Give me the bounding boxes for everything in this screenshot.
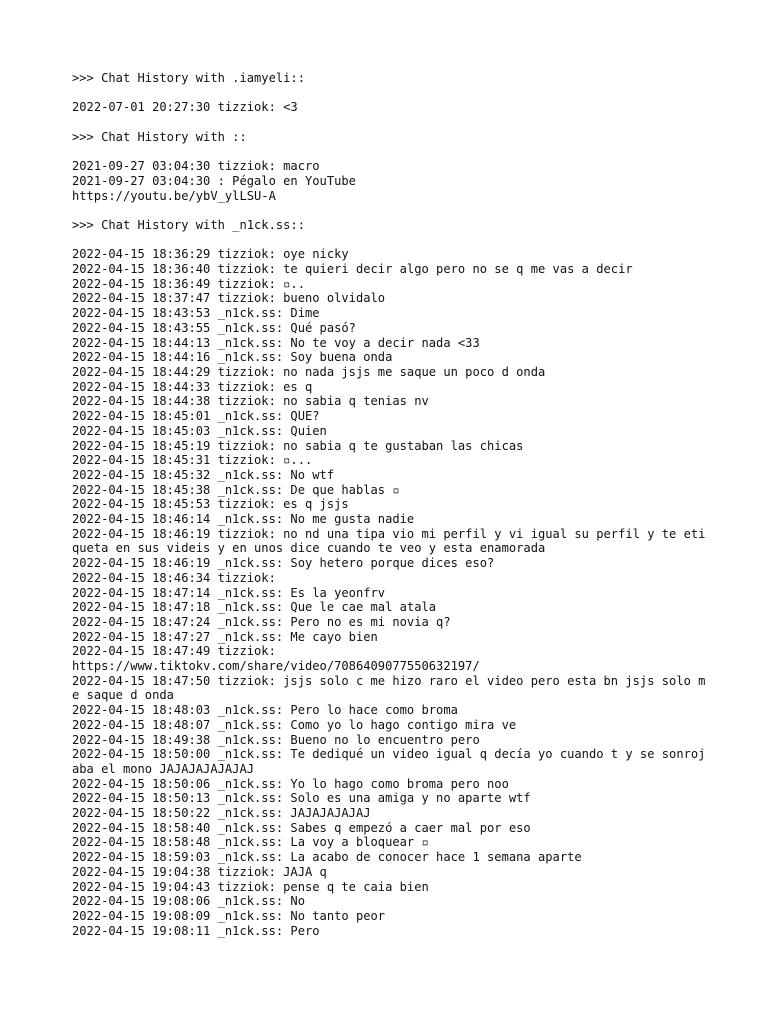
chat-line: 2021-09-27 03:04:30 tizziok: macro: [72, 159, 320, 174]
chat-section-header: >>> Chat History with .iamyeli::: [72, 71, 305, 85]
chat-line: 2022-04-15 18:58:40 _n1ck.ss: Sabes q empezó a caer mal por eso: [72, 820, 531, 835]
chat-line: 2022-04-15 18:46:19 tizziok: no nd una tipa vio mi perfil y vi igual su perfil y te etiqueta en sus videis y en unos dice cuando te veo y esta enamorada: [72, 526, 706, 556]
chat-messages-n1ck: [72, 247, 712, 938]
chat-section-header: >>> Chat History with ::: [72, 129, 247, 144]
chat-line: 2022-04-15 19:04:43 tizziok: pense q te caia bien: [72, 879, 429, 894]
chat-history-document: [72, 71, 712, 953]
chat-line: 2022-04-15 18:43:53 _n1ck.ss: Dime: [72, 306, 320, 321]
chat-line: 2022-04-15 18:48:03 _n1ck.ss: Pero lo hace como broma: [72, 703, 458, 718]
chat-line: 2022-04-15 18:47:27 _n1ck.ss: Me cayo bien: [72, 629, 378, 644]
chat-line: 2022-04-15 18:50:06 _n1ck.ss: Yo lo hago como broma pero noo: [72, 776, 509, 791]
chat-line: 2022-04-15 18:44:38 tizziok: no sabia q tenias nv: [72, 394, 429, 409]
chat-line: 2022-04-15 18:47:50 tizziok: jsjs solo c me hizo raro el video pero esta bn jsjs solo me saque d onda: [72, 673, 706, 703]
chat-line: 2022-04-15 18:47:49 tizziok:: [72, 644, 276, 659]
chat-line: 2022-04-15 18:44:29 tizziok: no nada jsjs me saque un poco d onda: [72, 364, 546, 379]
chat-line: https://youtu.be/ybV_ylLSU-A: [72, 188, 276, 203]
chat-line: 2022-04-15 18:58:48 _n1ck.ss: La voy a bloquear ▫: [72, 835, 429, 850]
chat-line: 2022-04-15 18:37:47 tizziok: bueno olvidalo: [72, 291, 386, 306]
chat-line: 2022-04-15 19:08:11 _n1ck.ss: Pero: [72, 923, 320, 938]
chat-line: 2022-04-15 18:36:49 tizziok: ▫..: [72, 276, 305, 291]
chat-line: 2022-04-15 18:50:13 _n1ck.ss: Solo es una amiga y no aparte wtf: [72, 791, 531, 806]
chat-line: 2022-04-15 19:04:38 tizziok: JAJA q: [72, 864, 327, 879]
chat-line: 2022-04-15 18:46:14 _n1ck.ss: No me gusta nadie: [72, 512, 415, 527]
chat-line: 2022-04-15 18:44:16 _n1ck.ss: Soy buena onda: [72, 350, 393, 365]
chat-line: 2022-04-15 18:48:07 _n1ck.ss: Como yo lo hago contigo mira ve: [72, 717, 517, 732]
chat-line: 2022-04-15 19:08:09 _n1ck.ss: No tanto peor: [72, 909, 386, 923]
chat-line: 2022-04-15 18:44:33 tizziok: es q: [72, 379, 313, 394]
chat-section-header: >>> Chat History with _n1ck.ss::: [72, 217, 305, 232]
chat-line: 2022-04-15 18:47:18 _n1ck.ss: Que le cae mal atala: [72, 600, 437, 615]
chat-line: 2022-04-15 18:43:55 _n1ck.ss: Qué pasó?: [72, 320, 356, 335]
chat-line: 2022-04-15 18:45:38 _n1ck.ss: De que hablas ▫: [72, 482, 400, 497]
chat-line: 2022-04-15 18:36:29 tizziok: oye nicky: [72, 247, 349, 262]
chat-line: 2022-04-15 18:44:13 _n1ck.ss: No te voy a decir nada <33: [72, 335, 480, 350]
chat-section-n1ck: [72, 218, 712, 233]
chat-line: 2022-04-15 18:45:31 tizziok: ▫...: [72, 453, 313, 468]
chat-line: 2022-04-15 18:46:19 _n1ck.ss: Soy hetero porque dices eso?: [72, 556, 495, 571]
chat-line: 2022-04-15 18:50:22 _n1ck.ss: JAJAJAJAJAJ: [72, 806, 371, 821]
chat-messages-unnamed: [72, 159, 712, 203]
chat-line: 2022-04-15 18:46:34 tizziok:: [72, 570, 276, 585]
chat-line: 2022-04-15 19:08:06 _n1ck.ss: No: [72, 894, 305, 909]
chat-line: 2022-04-15 18:45:53 tizziok: es q jsjs: [72, 497, 349, 512]
chat-section-unnamed: [72, 130, 712, 145]
chat-line: 2022-04-15 18:47:24 _n1ck.ss: Pero no es mi novia q?: [72, 614, 451, 629]
chat-line: 2022-04-15 18:45:01 _n1ck.ss: QUE?: [72, 409, 320, 424]
chat-line: 2022-04-15 18:45:03 _n1ck.ss: Quien: [72, 423, 327, 438]
chat-line: 2021-09-27 03:04:30 : Pégalo en YouTube: [72, 173, 356, 188]
chat-line: 2022-04-15 18:36:40 tizziok: te quieri decir algo pero no se q me vas a decir: [72, 262, 633, 277]
chat-line: 2022-04-15 18:50:00 _n1ck.ss: Te dediqué un video igual q decía yo cuando t y se sonrojaba el mono JAJAJAJAJAJAJ: [72, 747, 706, 776]
chat-line: 2022-04-15 18:47:14 _n1ck.ss: Es la yeonfrv: [72, 585, 386, 600]
chat-section-iamyeli: [72, 71, 712, 86]
chat-line: 2022-04-15 18:45:19 tizziok: no sabia q te gustaban las chicas: [72, 438, 524, 453]
chat-messages-iamyeli: [72, 100, 712, 115]
chat-link-line: https://www.tiktokv.com/share/video/7086409077550632197/: [72, 659, 480, 674]
chat-line: 2022-04-15 18:59:03 _n1ck.ss: La acabo de conocer hace 1 semana aparte: [72, 850, 582, 865]
chat-line: 2022-04-15 18:49:38 _n1ck.ss: Bueno no lo encuentro pero: [72, 732, 480, 747]
chat-line: 2022-07-01 20:27:30 tizziok: <3: [72, 100, 298, 115]
chat-line: 2022-04-15 18:45:32 _n1ck.ss: No wtf: [72, 467, 335, 482]
